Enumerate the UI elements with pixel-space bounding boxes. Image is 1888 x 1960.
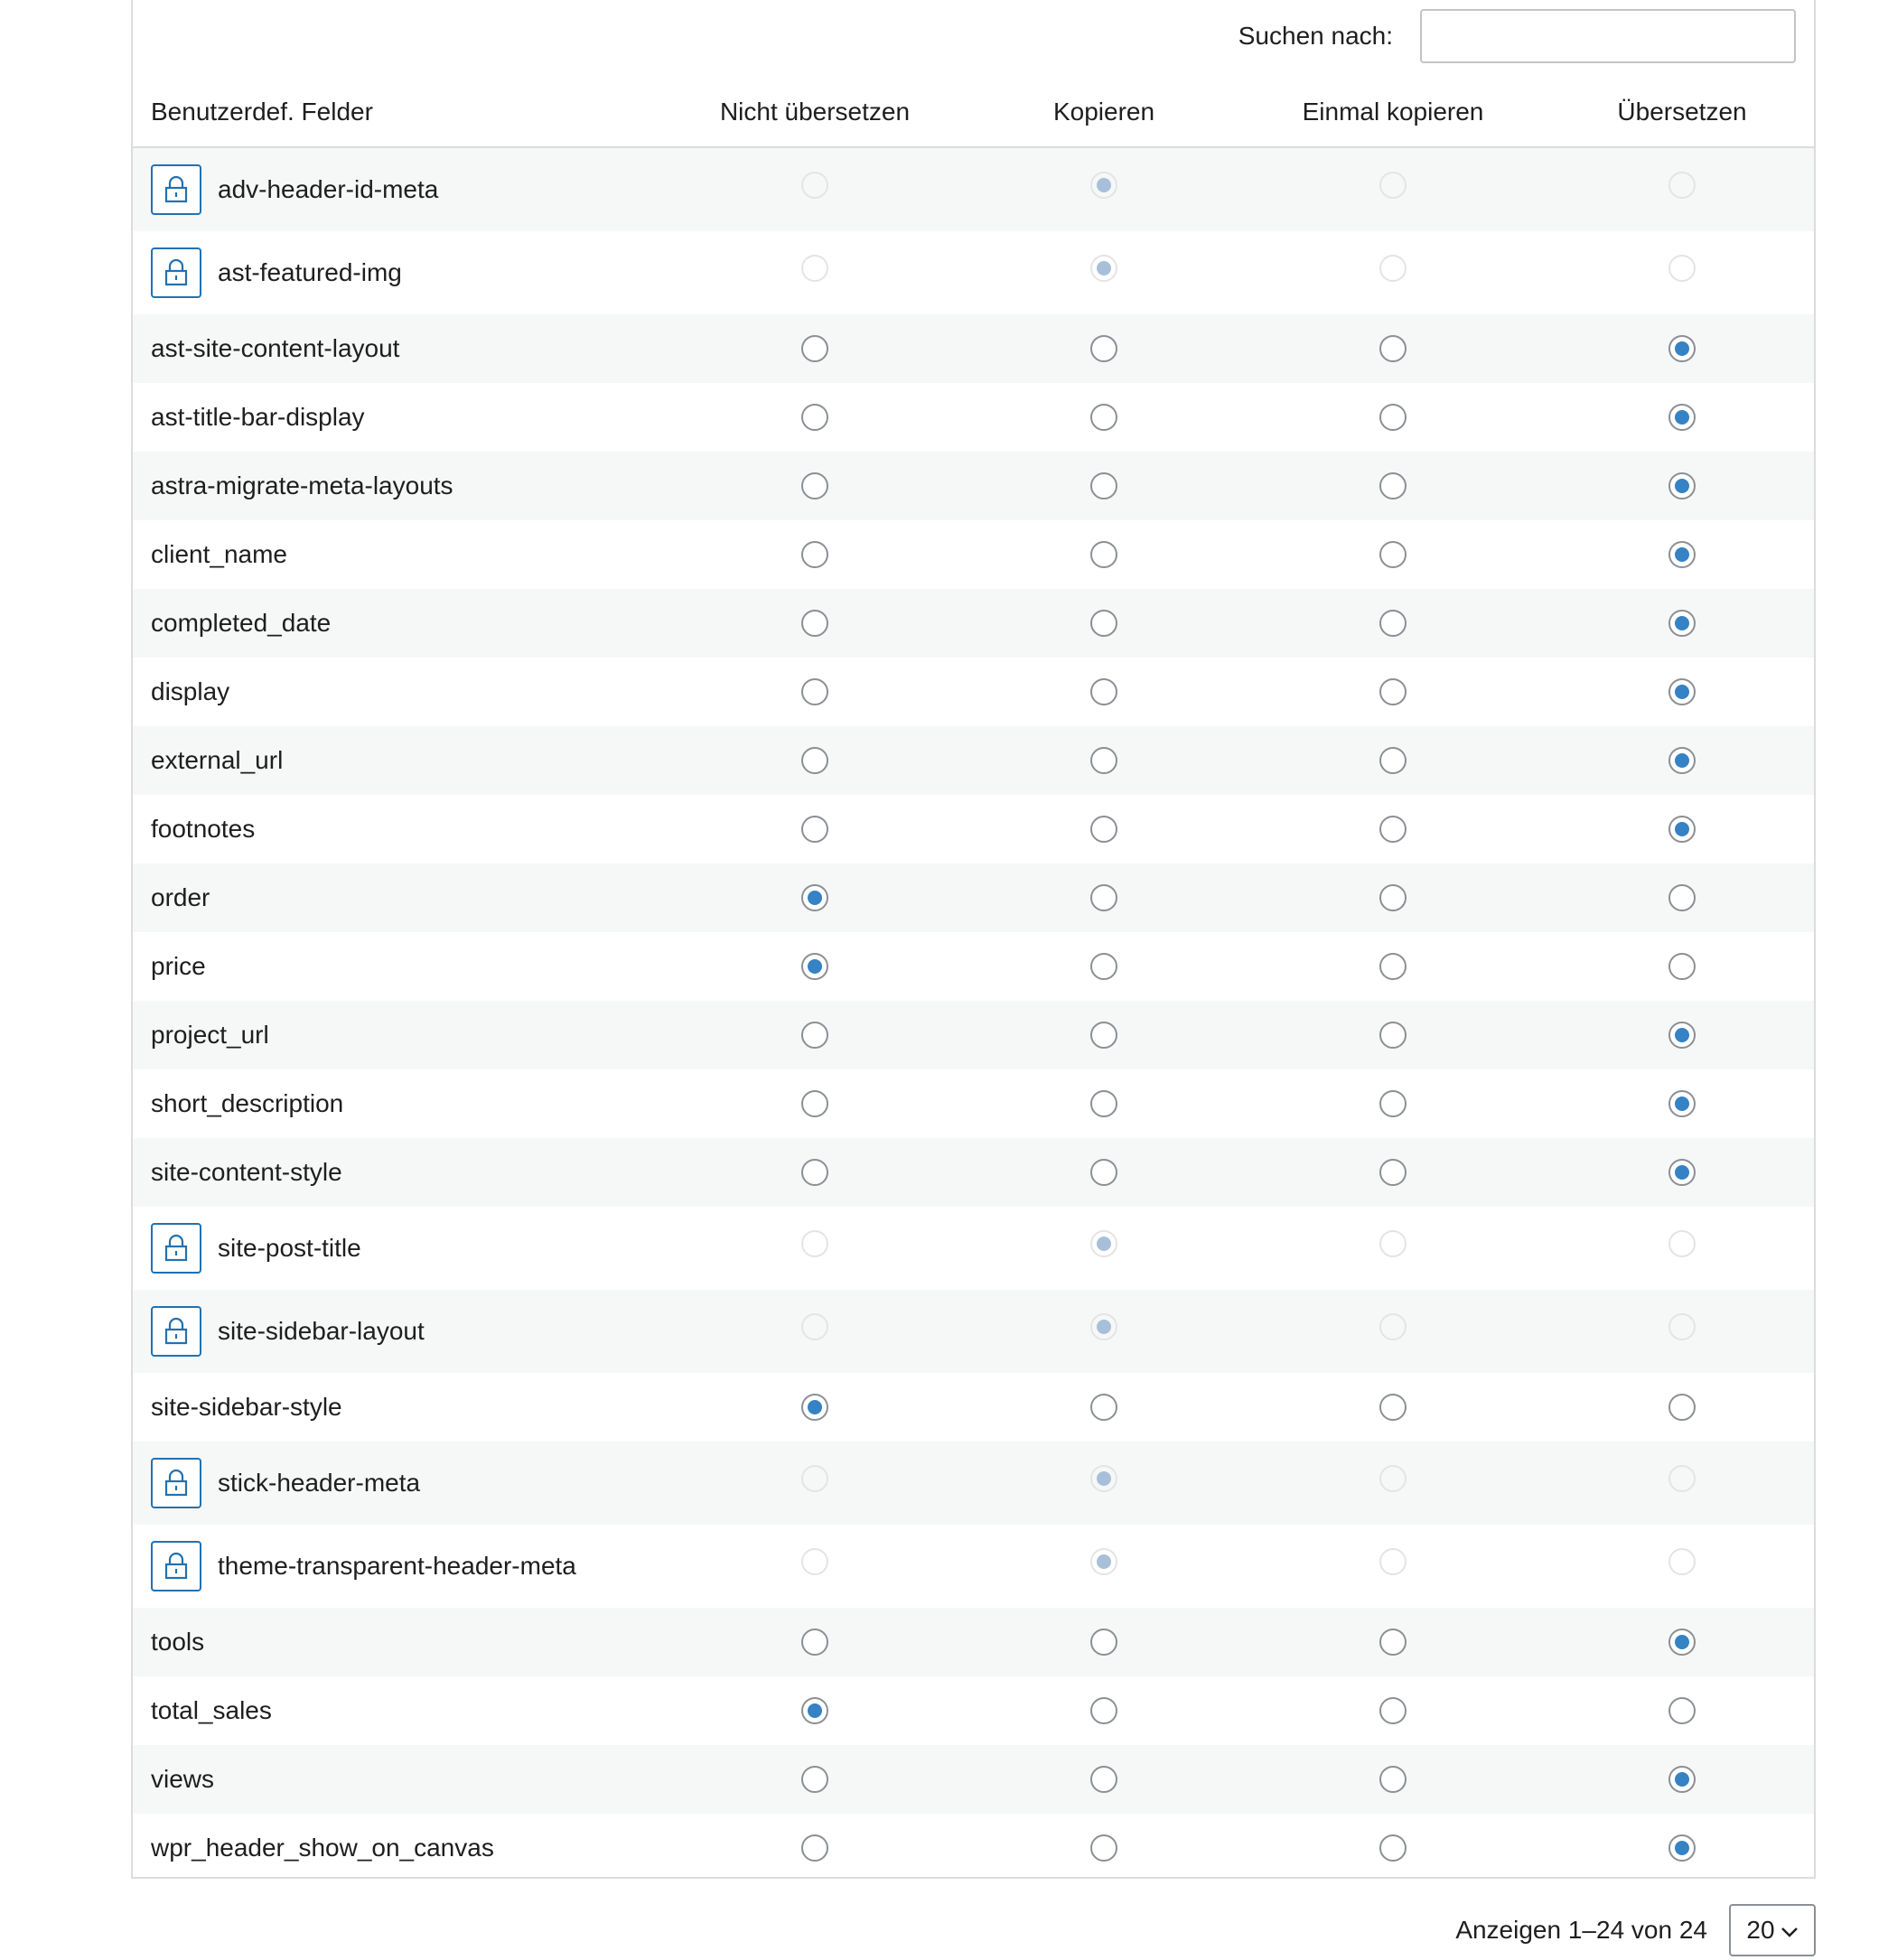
field-name-cell xyxy=(151,1814,494,1882)
field-name-label: wpr_header_show_on_canvas xyxy=(151,1834,494,1862)
field-name-label: project_url xyxy=(151,1021,269,1049)
field-name-cell xyxy=(151,383,365,452)
radio-copy xyxy=(1090,1465,1117,1492)
table-row xyxy=(133,1442,1814,1525)
pagination xyxy=(1455,1903,1816,1957)
radio-do-not-translate[interactable] xyxy=(801,404,828,431)
radio-copy[interactable] xyxy=(1090,678,1117,705)
lock-icon[interactable] xyxy=(151,1458,201,1508)
table-row xyxy=(133,383,1814,452)
table-row xyxy=(133,726,1814,795)
field-name-cell xyxy=(151,1373,342,1442)
radio-copy[interactable] xyxy=(1090,1629,1117,1656)
radio-translate[interactable] xyxy=(1668,335,1696,362)
radio-copy-once[interactable] xyxy=(1379,404,1407,431)
radio-copy[interactable] xyxy=(1090,335,1117,362)
table-row xyxy=(133,1207,1814,1290)
field-name-cell xyxy=(151,1069,343,1138)
search-input[interactable] xyxy=(1420,9,1796,63)
radio-do-not-translate[interactable] xyxy=(801,1766,828,1793)
field-name-cell xyxy=(151,148,438,231)
radio-translate xyxy=(1668,172,1696,199)
radio-copy-once[interactable] xyxy=(1379,678,1407,705)
field-name-label: site-sidebar-layout xyxy=(218,1317,425,1345)
radio-translate xyxy=(1668,1313,1696,1340)
table-row xyxy=(133,1373,1814,1442)
radio-translate xyxy=(1668,1230,1696,1257)
search-label: Suchen nach: xyxy=(1238,22,1393,50)
radio-translate xyxy=(1668,1548,1696,1575)
radio-copy-once[interactable] xyxy=(1379,610,1407,637)
radio-do-not-translate[interactable] xyxy=(801,541,828,568)
field-name-cell xyxy=(151,726,283,795)
radio-copy-once[interactable] xyxy=(1379,1159,1407,1186)
field-name-cell xyxy=(151,1001,269,1069)
radio-copy[interactable] xyxy=(1090,404,1117,431)
field-name-label: site-content-style xyxy=(151,1158,342,1186)
lock-icon[interactable] xyxy=(151,1306,201,1357)
radio-copy[interactable] xyxy=(1090,472,1117,499)
field-name-label: footnotes xyxy=(151,815,256,843)
field-name-label: display xyxy=(151,677,230,705)
radio-translate[interactable] xyxy=(1668,472,1696,499)
field-name-label: site-sidebar-style xyxy=(151,1393,342,1421)
radio-copy xyxy=(1090,1548,1117,1575)
radio-do-not-translate xyxy=(801,1465,828,1492)
radio-copy-once xyxy=(1379,1465,1407,1492)
radio-copy-once xyxy=(1379,255,1407,282)
table-row xyxy=(133,1745,1814,1814)
radio-copy-once[interactable] xyxy=(1379,541,1407,568)
lock-icon[interactable] xyxy=(151,247,201,298)
field-name-label: views xyxy=(151,1765,215,1793)
radio-translate[interactable] xyxy=(1668,1697,1696,1724)
radio-translate xyxy=(1668,255,1696,282)
radio-translate[interactable] xyxy=(1668,678,1696,705)
radio-copy-once xyxy=(1379,172,1407,199)
radio-do-not-translate[interactable] xyxy=(801,1629,828,1656)
radio-copy[interactable] xyxy=(1090,610,1117,637)
table-row xyxy=(133,1069,1814,1138)
radio-translate[interactable] xyxy=(1668,1394,1696,1421)
field-name-cell xyxy=(151,520,287,589)
field-name-label: completed_date xyxy=(151,609,332,637)
radio-translate[interactable] xyxy=(1668,1159,1696,1186)
radio-copy[interactable] xyxy=(1090,1834,1117,1862)
radio-copy-once[interactable] xyxy=(1379,953,1407,980)
table-row xyxy=(133,658,1814,726)
field-name-label: ast-site-content-layout xyxy=(151,334,400,362)
field-name-label: adv-header-id-meta xyxy=(218,175,439,203)
field-name-cell xyxy=(151,1608,204,1676)
field-name-cell xyxy=(151,658,229,726)
radio-copy-once[interactable] xyxy=(1379,1022,1407,1049)
radio-copy-once[interactable] xyxy=(1379,335,1407,362)
radio-copy[interactable] xyxy=(1090,1090,1117,1117)
radio-translate[interactable] xyxy=(1668,884,1696,911)
radio-copy[interactable] xyxy=(1090,816,1117,843)
field-name-cell xyxy=(151,932,206,1001)
radio-translate[interactable] xyxy=(1668,1834,1696,1862)
column-header-copy: Kopieren xyxy=(1052,98,1155,126)
lock-icon[interactable] xyxy=(151,1223,201,1274)
table-row xyxy=(133,1001,1814,1069)
radio-translate[interactable] xyxy=(1668,610,1696,637)
field-name-label: stick-header-meta xyxy=(218,1469,421,1497)
table-row xyxy=(133,1290,1814,1373)
table-row xyxy=(133,795,1814,863)
column-header-translate: Übersetzen xyxy=(1617,98,1747,126)
radio-copy[interactable] xyxy=(1090,1022,1117,1049)
per-page-select[interactable] xyxy=(1729,1904,1816,1956)
column-header-do-not-translate: Nicht übersetzen xyxy=(719,98,911,126)
radio-translate[interactable] xyxy=(1668,1766,1696,1793)
radio-do-not-translate[interactable] xyxy=(801,953,828,980)
radio-do-not-translate[interactable] xyxy=(801,335,828,362)
custom-fields-table xyxy=(133,148,1814,1882)
field-name-label: site-post-title xyxy=(218,1234,361,1262)
table-row xyxy=(133,452,1814,520)
table-row xyxy=(133,932,1814,1001)
field-name-label: total_sales xyxy=(151,1696,272,1724)
column-header-copy-once: Einmal kopieren xyxy=(1302,98,1484,126)
radio-copy-once[interactable] xyxy=(1379,816,1407,843)
radio-do-not-translate[interactable] xyxy=(801,1834,828,1862)
field-name-cell xyxy=(151,1442,420,1525)
table-row xyxy=(133,863,1814,932)
radio-copy-once[interactable] xyxy=(1379,1766,1407,1793)
field-name-cell xyxy=(151,863,210,932)
radio-copy-once[interactable] xyxy=(1379,1834,1407,1862)
radio-copy-once[interactable] xyxy=(1379,472,1407,499)
radio-copy-once[interactable] xyxy=(1379,1090,1407,1117)
radio-copy-once[interactable] xyxy=(1379,747,1407,774)
radio-translate[interactable] xyxy=(1668,541,1696,568)
field-name-cell xyxy=(151,452,453,520)
radio-copy[interactable] xyxy=(1090,1394,1117,1421)
radio-do-not-translate[interactable] xyxy=(801,1159,828,1186)
radio-do-not-translate xyxy=(801,255,828,282)
radio-translate[interactable] xyxy=(1668,1629,1696,1656)
table-row xyxy=(133,1525,1814,1608)
table-row xyxy=(133,314,1814,383)
radio-do-not-translate[interactable] xyxy=(801,678,828,705)
field-name-label: astra-migrate-meta-layouts xyxy=(151,471,453,499)
radio-copy[interactable] xyxy=(1090,541,1117,568)
radio-do-not-translate[interactable] xyxy=(801,1697,828,1724)
field-name-label: theme-transparent-header-meta xyxy=(218,1552,576,1580)
field-name-label: short_description xyxy=(151,1089,344,1117)
radio-do-not-translate[interactable] xyxy=(801,1022,828,1049)
field-name-cell xyxy=(151,1290,425,1373)
radio-copy xyxy=(1090,1230,1117,1257)
field-name-cell xyxy=(151,1207,361,1290)
table-row xyxy=(133,1138,1814,1207)
radio-copy[interactable] xyxy=(1090,1766,1117,1793)
field-name-label: tools xyxy=(151,1628,205,1656)
table-row xyxy=(133,589,1814,658)
table-row xyxy=(133,1608,1814,1676)
field-name-label: ast-title-bar-display xyxy=(151,403,365,431)
radio-copy[interactable] xyxy=(1090,1159,1117,1186)
search-bar xyxy=(1238,7,1796,65)
field-name-cell xyxy=(151,1745,214,1814)
field-name-label: price xyxy=(151,952,206,980)
per-page-value: 20 xyxy=(1746,1916,1775,1944)
radio-do-not-translate[interactable] xyxy=(801,1090,828,1117)
radio-copy-once[interactable] xyxy=(1379,884,1407,911)
radio-copy-once[interactable] xyxy=(1379,1394,1407,1421)
lock-icon[interactable] xyxy=(151,1541,201,1591)
table-row xyxy=(133,231,1814,314)
field-name-cell xyxy=(151,231,402,314)
field-name-cell xyxy=(151,1138,342,1207)
radio-do-not-translate[interactable] xyxy=(801,1394,828,1421)
table-row xyxy=(133,1676,1814,1745)
field-name-label: external_url xyxy=(151,746,284,774)
radio-do-not-translate xyxy=(801,172,828,199)
table-row xyxy=(133,1814,1814,1882)
radio-copy xyxy=(1090,255,1117,282)
radio-translate[interactable] xyxy=(1668,1022,1696,1049)
radio-translate[interactable] xyxy=(1668,1090,1696,1117)
radio-copy[interactable] xyxy=(1090,1697,1117,1724)
radio-do-not-translate xyxy=(801,1230,828,1257)
radio-do-not-translate xyxy=(801,1548,828,1575)
lock-icon[interactable] xyxy=(151,164,201,215)
custom-fields-panel xyxy=(131,0,1816,1879)
radio-copy xyxy=(1090,172,1117,199)
radio-copy-once[interactable] xyxy=(1379,1697,1407,1724)
table-row xyxy=(133,520,1814,589)
field-name-cell xyxy=(151,1676,272,1745)
radio-copy[interactable] xyxy=(1090,953,1117,980)
radio-do-not-translate[interactable] xyxy=(801,884,828,911)
radio-do-not-translate[interactable] xyxy=(801,747,828,774)
radio-copy-once[interactable] xyxy=(1379,1629,1407,1656)
chevron-down-icon xyxy=(1781,1916,1799,1945)
field-name-cell xyxy=(151,795,255,863)
radio-copy-once xyxy=(1379,1313,1407,1340)
table-header xyxy=(133,83,1814,148)
radio-do-not-translate[interactable] xyxy=(801,472,828,499)
field-name-label: order xyxy=(151,883,210,911)
pagination-info: Anzeigen 1–24 von 24 xyxy=(1455,1916,1707,1944)
radio-copy[interactable] xyxy=(1090,747,1117,774)
column-header-custom-fields: Benutzerdef. Felder xyxy=(151,98,373,126)
radio-translate xyxy=(1668,1465,1696,1492)
radio-copy xyxy=(1090,1313,1117,1340)
table-row xyxy=(133,148,1814,231)
radio-translate[interactable] xyxy=(1668,747,1696,774)
field-name-label: ast-featured-img xyxy=(218,258,402,286)
radio-copy-once xyxy=(1379,1230,1407,1257)
radio-translate[interactable] xyxy=(1668,816,1696,843)
field-name-label: client_name xyxy=(151,540,287,568)
radio-translate[interactable] xyxy=(1668,404,1696,431)
radio-do-not-translate[interactable] xyxy=(801,816,828,843)
radio-do-not-translate[interactable] xyxy=(801,610,828,637)
field-name-cell xyxy=(151,589,331,658)
field-name-cell xyxy=(151,314,399,383)
radio-copy[interactable] xyxy=(1090,884,1117,911)
radio-translate[interactable] xyxy=(1668,953,1696,980)
radio-do-not-translate xyxy=(801,1313,828,1340)
field-name-cell xyxy=(151,1525,576,1608)
radio-copy-once xyxy=(1379,1548,1407,1575)
